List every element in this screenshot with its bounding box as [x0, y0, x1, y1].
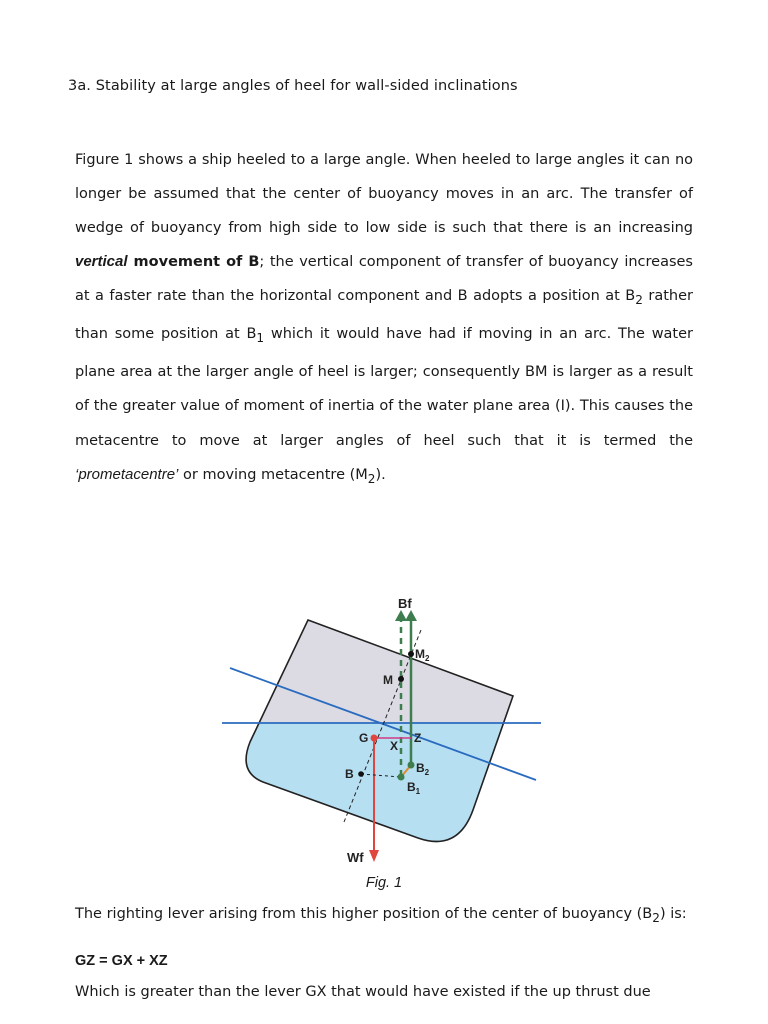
label-z: Z [414, 731, 422, 745]
label-b: B [345, 767, 354, 781]
point-m [398, 676, 404, 682]
figure-caption: Fig. 1 [365, 875, 403, 891]
body-paragraph-2: The righting lever arising from this higher position of the center of buoyancy $(B_2)$ is: [75, 906, 687, 925]
point-b [358, 771, 364, 777]
bf-arrowhead-1 [395, 610, 407, 621]
bf-arrowhead-2 [405, 610, 417, 621]
label-x: X [390, 739, 399, 753]
label-m2: $M_2$ [415, 647, 430, 663]
label-b1: $B_1$ [407, 780, 421, 796]
point-b2 [408, 762, 415, 769]
emphasis-vertical: vertical [75, 253, 128, 271]
hull-below-water [218, 723, 548, 865]
formula-gz: GZ = GX + XZ [75, 953, 168, 969]
label-bf: Bf [398, 596, 412, 611]
label-m: M [383, 673, 393, 687]
point-g [371, 735, 378, 742]
body-paragraph-1: Figure 1 shows a ship heeled to a large angle. When heeled to large angles it can no longer be assumed that the center of buoyancy moves in an arc. The transfer of wedge of buoyancy from high side to low side is such that there is an increasing vertical movement of B; the vertical component of transfer of buoyancy increases at a faster rate than the horizontal component and B adopts a position at $B_2$ rather than some position at $B_1$ which it would have had if moving in an arc. The water plane area at the larger angle of heel is larger; consequently BM is larger as a result of the greater value of moment of inertia of the water plane area (I). This causes the metacentre to move at larger angles of heel such that it is termed the ‘prometacentre’ or moving metacentre $(M_2)$. [75, 152, 694, 486]
weight-arrowhead [369, 850, 379, 862]
label-g: G [359, 731, 369, 745]
emphasis-movement: movement of B [127, 254, 260, 271]
point-m2 [408, 651, 414, 657]
label-b2: $B_2$ [416, 761, 430, 777]
label-wf: Wf [347, 850, 364, 865]
term-prometacentre: ‘prometacentre’ [75, 465, 179, 483]
section-heading: 3a. Stability at large angles of heel for wall-sided inclinations [68, 78, 518, 94]
point-b1 [398, 774, 405, 781]
ship-stability-diagram [218, 590, 548, 865]
body-paragraph-3: Which is greater than the lever GX that would have existed if the up thrust due [75, 984, 651, 1000]
hull-above-water [218, 590, 548, 723]
